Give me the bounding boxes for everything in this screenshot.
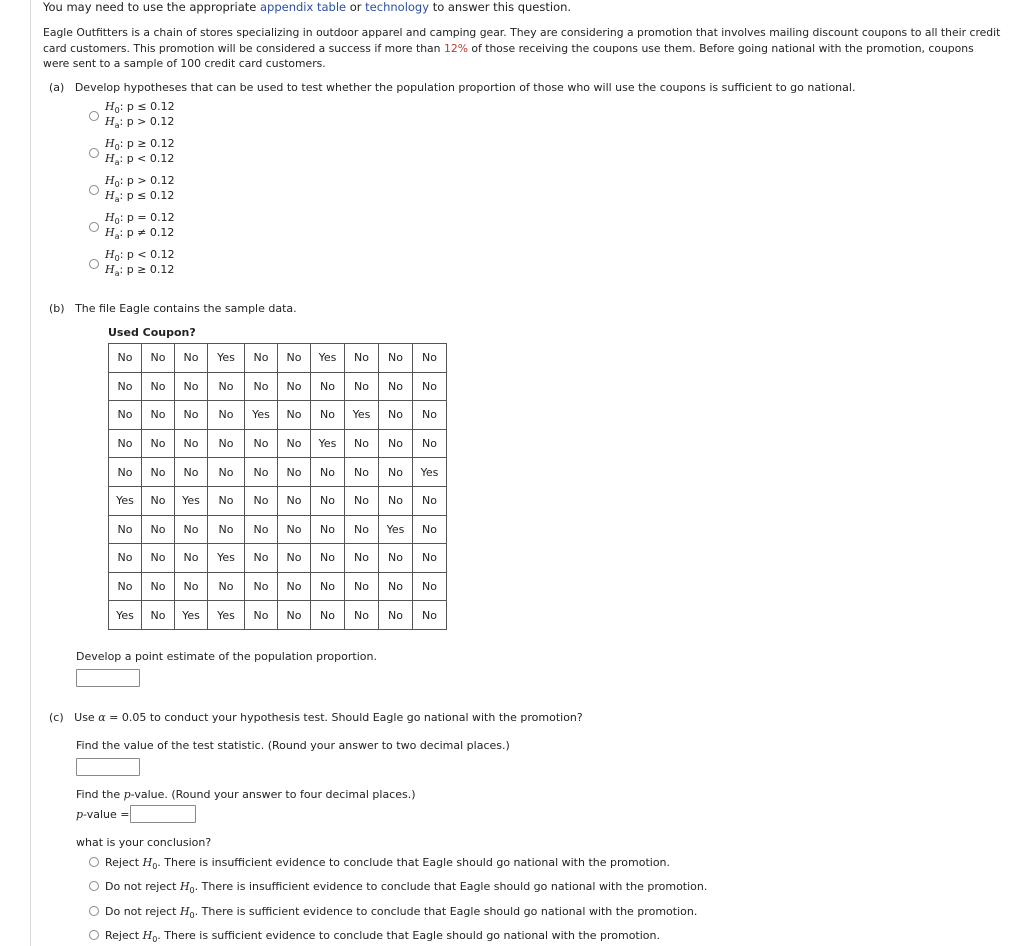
table-cell: Yes [379,515,413,544]
table-cell: No [311,458,345,487]
table-cell: No [208,486,245,515]
table-cell: No [175,429,208,458]
table-cell: No [142,401,175,430]
table-title: Used Coupon? [108,326,196,339]
radio-button[interactable] [89,930,99,940]
table-cell: No [413,601,447,630]
table-row [109,372,447,401]
table-cell: No [413,429,447,458]
table-cell: No [278,401,311,430]
table-cell: No [175,458,208,487]
table-row [109,429,447,458]
table-cell: No [278,601,311,630]
null-hypothesis: $H_0$: p > 0.12 [105,174,175,189]
table-cell: No [245,544,278,573]
conclusion-option[interactable]: Reject $H_0$. There is sufficient evidence to conclude that Eagle should go national with the promotion. [89,929,660,942]
conclusion-option[interactable]: Do not reject $H_0$. There is sufficient evidence to conclude that Eagle should go national with the promotion. [89,905,697,918]
appendix-table-link[interactable]: appendix table [260,0,347,14]
pvalue-input[interactable] [130,805,196,823]
table-cell: No [175,401,208,430]
table-cell: Yes [175,486,208,515]
table-cell: No [379,572,413,601]
table-cell: No [413,572,447,601]
table-cell: No [208,429,245,458]
table-row [109,401,447,430]
table-cell: No [345,429,379,458]
table-cell: No [109,515,142,544]
table-cell: No [109,458,142,487]
table-cell: No [311,572,345,601]
table-cell: No [413,544,447,573]
table-cell: No [175,544,208,573]
radio-button[interactable] [89,148,99,158]
question-frame [30,0,1024,946]
table-cell: No [413,486,447,515]
table-cell: No [278,372,311,401]
table-cell: No [379,458,413,487]
table-cell: No [345,515,379,544]
table-cell: No [278,429,311,458]
test-statistic-prompt: Find the value of the test statistic. (Round your answer to two decimal places.) [76,739,510,752]
table-cell: No [109,372,142,401]
table-cell: No [413,372,447,401]
null-hypothesis: $H_0$: p = 0.12 [105,211,175,226]
table-cell: No [278,344,311,373]
null-hypothesis: $H_0$: p ≤ 0.12 [105,100,175,115]
table-cell: No [142,544,175,573]
table-cell: No [413,515,447,544]
radio-button[interactable] [89,906,99,916]
table-cell: No [208,401,245,430]
table-cell: No [311,372,345,401]
table-cell: No [311,401,345,430]
table-cell: No [311,601,345,630]
table-cell: No [311,486,345,515]
alternative-hypothesis: $H_a$: p < 0.12 [105,152,175,167]
table-cell: Yes [345,401,379,430]
table-cell: Yes [245,401,278,430]
table-cell: No [142,486,175,515]
alternative-hypothesis: $H_a$: p > 0.12 [105,115,175,130]
table-cell: No [379,601,413,630]
conclusion-option[interactable]: Do not reject $H_0$. There is insufficient evidence to conclude that Eagle should go national with the promotion. [89,880,707,893]
table-cell: No [208,458,245,487]
table-cell: No [278,458,311,487]
table-row [109,344,447,373]
table-cell: No [175,515,208,544]
table-cell: No [208,572,245,601]
table-cell: No [278,515,311,544]
table-cell: No [345,372,379,401]
table-cell: No [245,572,278,601]
table-cell: No [175,372,208,401]
table-row [109,515,447,544]
table-cell: No [208,515,245,544]
point-estimate-prompt: Develop a point estimate of the population proportion. [76,650,377,663]
table-cell: No [142,429,175,458]
table-row [109,572,447,601]
table-cell: No [311,515,345,544]
table-cell: No [142,372,175,401]
conclusion-option[interactable]: Reject $H_0$. There is insufficient evidence to conclude that Eagle should go national with the promotion. [89,856,670,869]
table-cell: Yes [208,544,245,573]
table-row [109,458,447,487]
conclusion-prompt: what is your conclusion? [76,836,212,849]
table-cell: No [413,401,447,430]
table-cell: No [245,486,278,515]
table-cell: No [379,344,413,373]
table-cell: No [175,344,208,373]
table-row [109,486,447,515]
table-cell: No [245,601,278,630]
instruction-line: You may need to use the appropriate appendix table or technology to answer this question. [43,0,572,14]
pvalue-prompt: Find the p-value. (Round your answer to four decimal places.) [76,788,416,801]
table-cell: No [379,401,413,430]
null-hypothesis: $H_0$: p ≥ 0.12 [105,137,175,152]
table-cell: No [245,429,278,458]
radio-button[interactable] [89,881,99,891]
table-cell: No [278,486,311,515]
table-cell: Yes [109,601,142,630]
table-cell: No [345,486,379,515]
table-cell: No [109,572,142,601]
table-cell: No [245,515,278,544]
table-cell: Yes [413,458,447,487]
threshold-highlight: 12% [443,41,468,55]
table-cell: No [142,344,175,373]
table-cell: No [379,429,413,458]
table-cell: No [345,572,379,601]
table-cell: No [109,344,142,373]
alternative-hypothesis: $H_a$: p ≥ 0.12 [105,263,175,278]
table-cell: No [379,372,413,401]
table-cell: No [208,372,245,401]
table-cell: No [245,458,278,487]
coupon-data-table [108,343,447,630]
table-row [109,601,447,630]
radio-button[interactable] [89,259,99,269]
part-a-question: (a) Develop hypotheses that can be used to test whether the population proportion of those who will use the coupons is sufficient to go national. [49,81,856,94]
table-cell: No [142,458,175,487]
table-cell: No [109,544,142,573]
table-row [109,544,447,573]
table-cell: No [413,344,447,373]
table-cell: No [278,544,311,573]
table-cell: No [109,401,142,430]
table-cell: Yes [175,601,208,630]
radio-button[interactable] [89,857,99,867]
table-cell: No [345,344,379,373]
technology-link[interactable]: technology [365,0,430,14]
table-cell: Yes [311,429,345,458]
table-cell: Yes [208,601,245,630]
alternative-hypothesis: $H_a$: p ≤ 0.12 [105,189,175,204]
radio-button[interactable] [89,185,99,195]
table-cell: No [142,601,175,630]
table-cell: No [345,544,379,573]
problem-intro: Eagle Outfitters is a chain of stores specializing in outdoor apparel and camping gear. They are considering a promotion that involves mailing discount coupons to all their credit card customers. This promotion will be considered a success if more than 12% of those receiving the coupons use them. Before going national with the promotion, coupons were sent to a sample of 100 credit card customers. [43,26,1001,70]
null-hypothesis: $H_0$: p < 0.12 [105,248,175,263]
table-cell: No [109,429,142,458]
table-cell: No [345,458,379,487]
table-cell: Yes [311,344,345,373]
table-cell: No [379,544,413,573]
table-cell: No [278,572,311,601]
test-statistic-input[interactable] [76,758,140,776]
radio-button[interactable] [89,222,99,232]
table-cell: No [175,572,208,601]
table-cell: No [142,515,175,544]
table-cell: No [142,572,175,601]
table-cell: No [311,544,345,573]
part-b-text: (b) The file Eagle contains the sample data. [49,302,297,315]
table-cell: Yes [109,486,142,515]
alternative-hypothesis: $H_a$: p ≠ 0.12 [105,226,175,241]
table-cell: No [379,486,413,515]
table-cell: Yes [208,344,245,373]
table-cell: No [245,344,278,373]
table-cell: No [345,601,379,630]
pvalue-label: p-value = [76,808,130,821]
point-estimate-input[interactable] [76,669,140,687]
table-cell: No [245,372,278,401]
part-c-question: (c) Use α = 0.05 to conduct your hypothesis test. Should Eagle go national with the promotion? [49,711,583,724]
radio-button[interactable] [89,111,99,121]
